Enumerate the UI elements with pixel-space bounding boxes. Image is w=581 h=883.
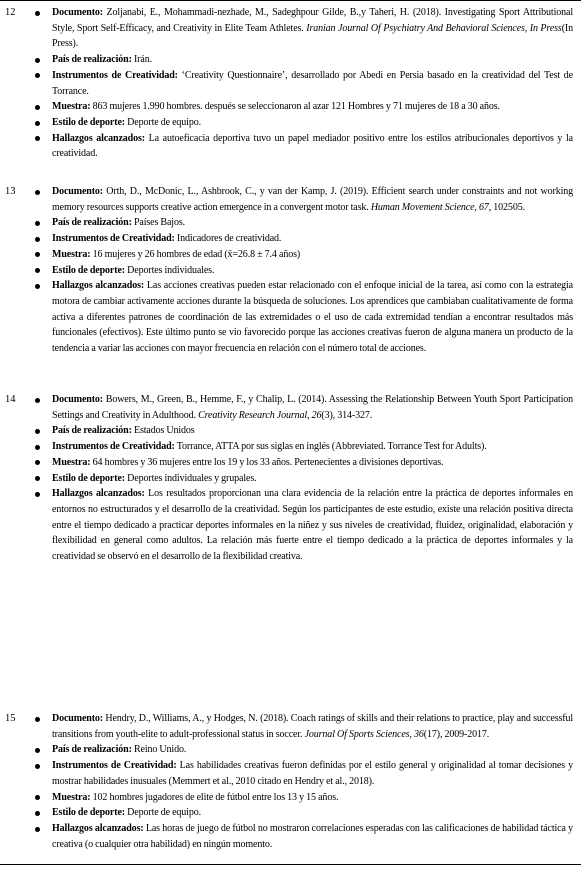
- bullet-icon: [35, 460, 40, 465]
- muestra-item: [34, 790, 573, 806]
- hallazgos-value: La autoeficacia deportiva tuvo un papel mediador positivo entre los estilos atribucionales deportivos y la creatividad.: [52, 132, 573, 160]
- muestra-item: [34, 99, 573, 115]
- pais-item: [34, 215, 573, 231]
- document-item: [34, 5, 573, 52]
- deporte-value: Deporte de equipo.: [125, 807, 201, 819]
- bullet-icon: [35, 136, 40, 141]
- document-rest: , 102505.: [488, 201, 525, 213]
- bullet-icon: [35, 429, 40, 434]
- entry-number: 14: [5, 394, 16, 405]
- instrumentos-label: Instrumentos de Creatividad:: [52, 760, 177, 772]
- entry-details: [34, 5, 573, 162]
- bullet-icon: [35, 476, 40, 481]
- instrumentos-item: [34, 68, 573, 99]
- pais-item: [34, 742, 573, 758]
- deporte-value: Deporte de equipo.: [125, 116, 201, 128]
- document-source: Human Movement Science, 67: [370, 201, 489, 213]
- pais-label: País de realización:: [52, 54, 132, 66]
- bullet-icon: [35, 717, 40, 722]
- document-authors: Hendry, D., Williams, A., y Hodges, N. (2018). Coach ratings of skills and their relations to practice, play and successful transitions from youth-elite to adult-professional status in soccer.: [52, 713, 573, 740]
- instrumentos-value: ‘Creativity Questionnaire’, desarrollado por Abedi en Persia basado en la creatividad del Test de Torrance.: [52, 69, 573, 97]
- document-source: Journal Of Sports Sciences: [304, 728, 410, 740]
- hallazgos-label: Hallazgos alcanzados:: [52, 822, 144, 834]
- document-authors: Bowers, M., Green, B., Hemme, F., y Chalip, L. (2014). Assessing the Relationship Between Youth Sport Participation Settings and Creativity in Adulthood.: [52, 394, 573, 421]
- bullet-icon: [35, 268, 40, 273]
- deporte-item: [34, 471, 573, 487]
- entry-details: [34, 711, 573, 852]
- bullet-icon: [35, 105, 40, 110]
- document-sep: ,: [307, 409, 312, 421]
- instrumentos-label: Instrumentos de Creatividad:: [52, 69, 178, 81]
- document-source: Iranian Journal Of Psychiatry And Behavioral Sciences, In Press: [306, 22, 562, 34]
- document-item: [34, 392, 573, 423]
- deporte-item: [34, 805, 573, 821]
- hallazgos-label: Hallazgos alcanzados:: [52, 132, 145, 144]
- pais-item: [34, 423, 573, 439]
- muestra-item: [34, 455, 573, 471]
- bullet-icon: [35, 73, 40, 78]
- bullet-icon: [35, 237, 40, 242]
- top-rule: [0, 0, 581, 1]
- bottom-rule: [0, 864, 581, 865]
- bullet-icon: [35, 11, 40, 16]
- document-rest: (3), 314-327.: [321, 409, 373, 421]
- muestra-label: Muestra:: [52, 248, 91, 260]
- muestra-value: 863 mujeres 1.990 hombres. después se seleccionaron al azar 121 Hombres y 71 mujeres de 18 a 30 años.: [90, 101, 500, 113]
- hallazgos-value: Las horas de juego de fútbol no mostraron correlaciones esperadas con las calificaciones de habilidad táctica y creativa (o cualquier otra habilidad) en ningún momento.: [52, 822, 573, 850]
- muestra-label: Muestra:: [52, 791, 91, 803]
- muestra-label: Muestra:: [52, 456, 91, 468]
- bullet-icon: [35, 121, 40, 126]
- document-label: Documento:: [52, 394, 104, 405]
- document-sep: ,: [409, 728, 415, 740]
- pais-label: País de realización:: [52, 744, 132, 756]
- muestra-item: [34, 247, 573, 263]
- entry-details: [34, 392, 573, 565]
- deporte-label: Estilo de deporte:: [52, 264, 125, 276]
- bullet-icon: [35, 748, 40, 753]
- deporte-value: Deportes individuales y grupales.: [125, 472, 257, 484]
- deporte-value: Deportes individuales.: [125, 264, 215, 276]
- document-authors: Zoljanabi, E., Mohammadi-nezhade, M., Sadeghpour Gilde, B.,y Taheri, H. (2018). Investigating Sport Attributional Style, Sport Self-Efficacy, and Creativity in Elite Team Athletes.: [52, 7, 573, 34]
- instrumentos-label: Instrumentos de Creatividad:: [52, 233, 175, 245]
- entry-number: 15: [5, 713, 16, 724]
- deporte-label: Estilo de deporte:: [52, 116, 125, 128]
- hallazgos-item: [34, 821, 573, 852]
- hallazgos-label: Hallazgos alcanzados:: [52, 280, 145, 292]
- document-label: Documento:: [52, 186, 104, 197]
- instrumentos-item: [34, 758, 573, 789]
- pais-label: País de realización:: [52, 217, 132, 229]
- muestra-value: 16 mujeres y 26 hombres de edad (x̄=26.8 ± 7.4 años): [90, 248, 301, 260]
- document-volume: 26: [311, 409, 322, 421]
- pais-label: País de realización:: [52, 425, 132, 437]
- hallazgos-value: Los resultados proporcionan una clara evidencia de la relación entre la práctica de deportes informales en entornos no estructurados y el desarrollo de la creatividad. Según los participantes de este estudio, existe una relación positiva directa entre el tiempo dedicado a practicar deportes informales en la niñez y sus niveles de creatividad, fluidez, originalidad, elaboración y flexibilidad en general como adultos. La relación más fuerte entre el tiempo dedicado a la práctica de deportes informales y la creatividad se observó en el desarrollo de la flexibilidad creativa.: [52, 488, 573, 563]
- pais-value: Países Bajos.: [131, 217, 185, 229]
- document-volume: 36: [414, 728, 424, 740]
- bullet-icon: [35, 795, 40, 800]
- muestra-value: 64 hombres y 36 mujeres entre los 19 y los 33 años. Pertenecientes a divisiones deportivas.: [90, 456, 444, 468]
- bullet-icon: [35, 811, 40, 816]
- pais-item: [34, 52, 573, 68]
- bullet-icon: [35, 252, 40, 257]
- instrumentos-value: Las habilidades creativas fueron definidas por el estilo general y originalidad al tomar decisiones y mostrar habilidades inusuales (Memmert et al., 2010 citado en Hendry et al., 2018).: [52, 760, 573, 787]
- hallazgos-value: Las acciones creativas pueden estar relacionado con el enfoque inicial de la tarea, así como con la estrategia motora de cambiar activamente acciones durante la búsqueda de soluciones. Los aprendices que cambiaban cualitativamente de forma activa a diferentes patrones de coordinación de las extremidades o el uso de cada extremidad tendían a encontrar resultados más funcionales (efectivos). Este último punto se vio favorecido porque las acciones creativas fueron de alguna manera un producto de la tendencia a variar las acciones con mayor frecuencia en relación con el número total de acciones.: [52, 280, 573, 355]
- bullet-icon: [35, 58, 40, 63]
- instrumentos-item: [34, 231, 573, 247]
- pais-value: Estados Unidos: [131, 425, 195, 437]
- deporte-label: Estilo de deporte:: [52, 807, 125, 819]
- bullet-icon: [35, 284, 40, 289]
- instrumentos-label: Instrumentos de Creatividad:: [52, 441, 175, 453]
- bullet-icon: [35, 398, 40, 403]
- bullet-icon: [35, 221, 40, 226]
- muestra-value: 102 hombres jugadores de elite de fútbol entre los 13 y 15 años.: [90, 791, 339, 803]
- instrumentos-item: [34, 439, 573, 455]
- instrumentos-value: Indicadores de creatividad.: [174, 233, 282, 245]
- bullet-icon: [35, 445, 40, 450]
- entry-number: 13: [5, 186, 16, 197]
- document-authors: Orth, D., McDonic, L., Ashbrook, C., y van der Kamp, J. (2019). Efficient search under constraints and not working memory resources supports creative action emergence in a convergent motor task.: [52, 186, 573, 213]
- instrumentos-value: Torrance, ATTA por sus siglas en inglés (Abbreviated. Torrance Test for Adults).: [174, 441, 487, 453]
- pais-value: Irán.: [131, 54, 152, 66]
- deporte-label: Estilo de deporte:: [52, 472, 125, 484]
- deporte-item: [34, 263, 573, 279]
- document-label: Documento:: [52, 713, 104, 724]
- entry-number: 12: [5, 7, 16, 18]
- document-rest: (17), 2009-2017.: [423, 728, 490, 740]
- pais-value: Reino Unido.: [131, 744, 187, 756]
- hallazgos-item: [34, 278, 573, 357]
- document-source: Creativity Research Journal: [198, 409, 308, 421]
- hallazgos-label: Hallazgos alcanzados:: [52, 488, 145, 500]
- hallazgos-item: [34, 131, 573, 162]
- deporte-item: [34, 115, 573, 131]
- bullet-icon: [35, 764, 40, 769]
- muestra-label: Muestra:: [52, 101, 91, 113]
- bullet-icon: [35, 492, 40, 497]
- document-rest: (In Press).: [52, 22, 573, 50]
- document-item: [34, 711, 573, 742]
- bullet-icon: [35, 190, 40, 195]
- entry-details: [34, 184, 573, 357]
- hallazgos-item: [34, 486, 573, 565]
- document-item: [34, 184, 573, 215]
- bullet-icon: [35, 827, 40, 832]
- document-label: Documento:: [52, 7, 104, 18]
